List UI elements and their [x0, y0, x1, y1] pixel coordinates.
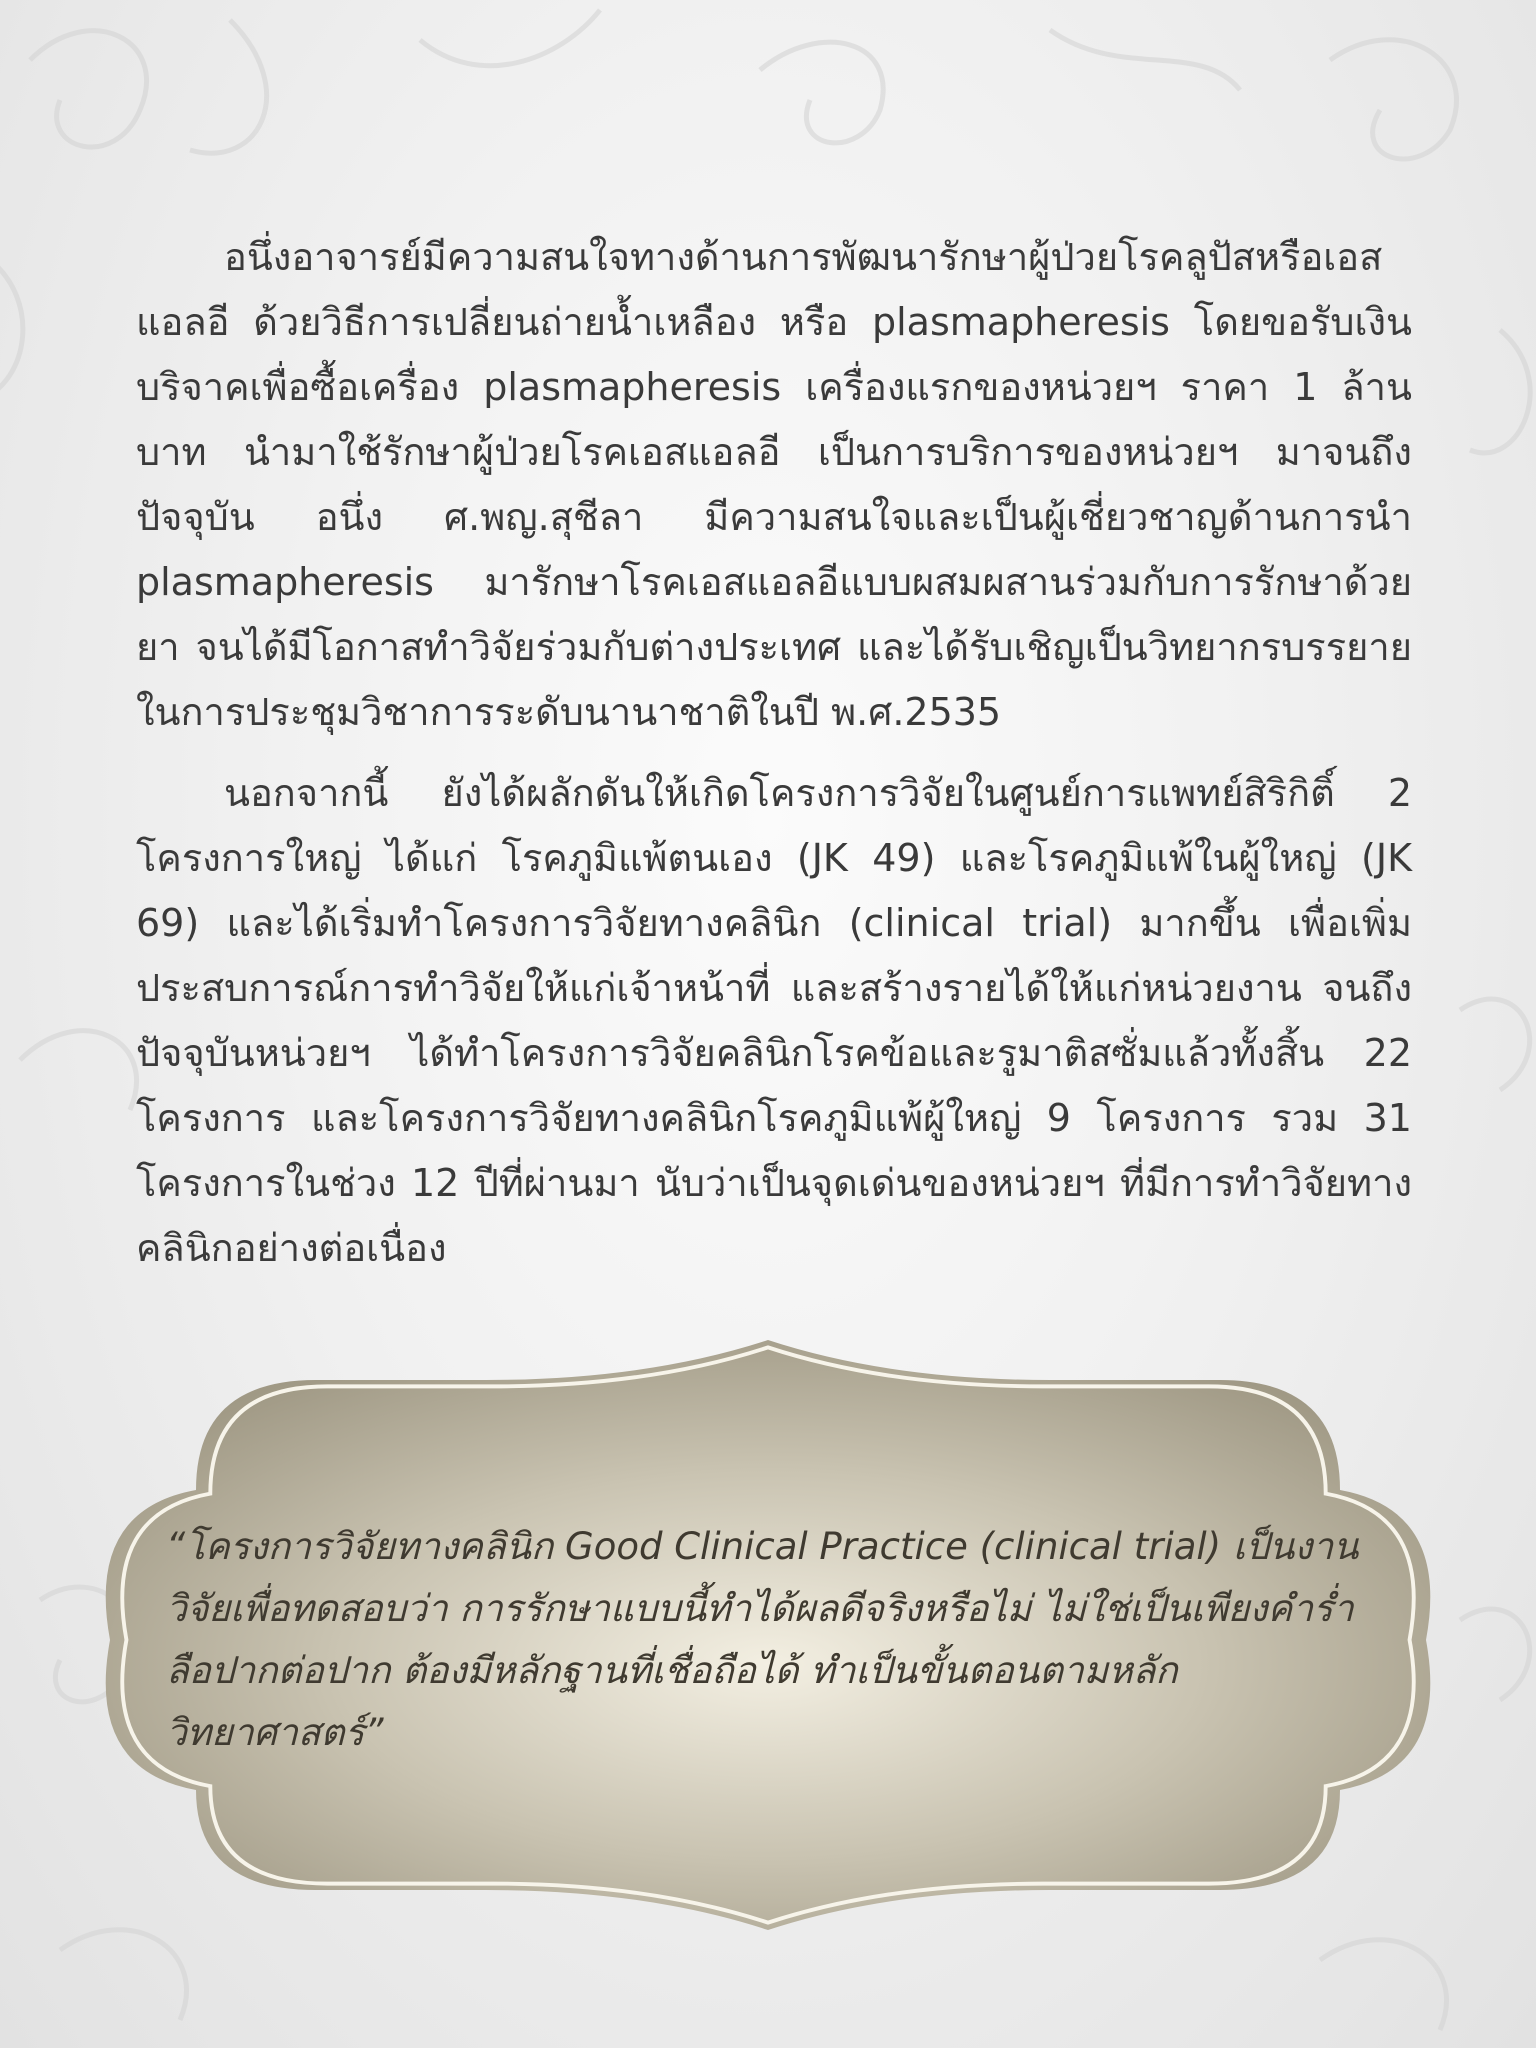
paragraph-plasmapheresis: อนึ่งอาจารย์มีความสนใจทางด้านการพัฒนารักษาผู้ป่วยโรคลูปัสหรือเอสแอลอี ด้วยวิธีการเปลี่ยนถ่ายน้ำเหลือง หรือ plasmapheresis โดยขอรับเงินบริจาคเพื่อซื้อเครื่อง plasmapheresis เครื่องแรกของหน่วยฯ ราคา 1 ล้านบาท นำมาใช้รักษาผู้ป่วยโรคเอสแอลอี เป็นการบริการของหน่วยฯ มาจนถึงปัจจุบัน อนึ่ง ศ.พญ.สุชีลา มีความสนใจและเป็นผู้เชี่ยวชาญด้านการนำ plasmapheresis มารักษาโรคเอสแอลอีแบบผสมผสานร่วมกับการรักษาด้วยยา จนได้มีโอกาสทำวิจัยร่วมกับต่างประเทศ และได้รับเชิญเป็นวิทยากรบรรยายในการประชุมวิชาการระดับนานาชาติในปี พ.ศ.2535 — [136, 235, 1412, 734]
pull-quote-text: “โครงการวิจัยทางคลินิก Good Clinical Practice (clinical trial) เป็นงานวิจัยเพื่อทดสอบว่า การรักษาแบบนี้ทำได้ผลดีจริงหรือไม่ ไม่ใช่เป็นเพียงคำร่ำลือปากต่อปาก ต้องมีหลักฐานที่เชื่อถือได้ ทำเป็นขั้นตอนตามหลักวิทยาศาสตร์” — [166, 1525, 1359, 1754]
article-body — [136, 225, 1412, 1297]
paragraph-clinical-research: นอกจากนี้ ยังได้ผลักดันให้เกิดโครงการวิจัยในศูนย์การแพทย์สิริกิติ์ 2 โครงการใหญ่ ได้แก่ โรคภูมิแพ้ตนเอง (JK 49) และโรคภูมิแพ้ในผู้ใหญ่ (JK 69) และได้เริ่มทำโครงการวิจัยทางคลินิก (clinical trial) มากขึ้น เพื่อเพิ่มประสบการณ์การทำวิจัยให้แก่เจ้าหน้าที่ และสร้างรายได้ให้แก่หน่วยงาน จนถึงปัจจุบันหน่วยฯ ได้ทำโครงการวิจัยคลินิกโรคข้อและรูมาติสซั่มแล้วทั้งสิ้น 22 โครงการ และโครงการวิจัยทางคลินิกโรคภูมิแพ้ผู้ใหญ่ 9 โครงการ รวม 31 โครงการในช่วง 12 ปีที่ผ่านมา นับว่าเป็นจุดเด่นของหน่วยฯ ที่มีการทำวิจัยทางคลินิกอย่างต่อเนื่อง — [136, 771, 1412, 1270]
quote-panel — [86, 1340, 1450, 1930]
